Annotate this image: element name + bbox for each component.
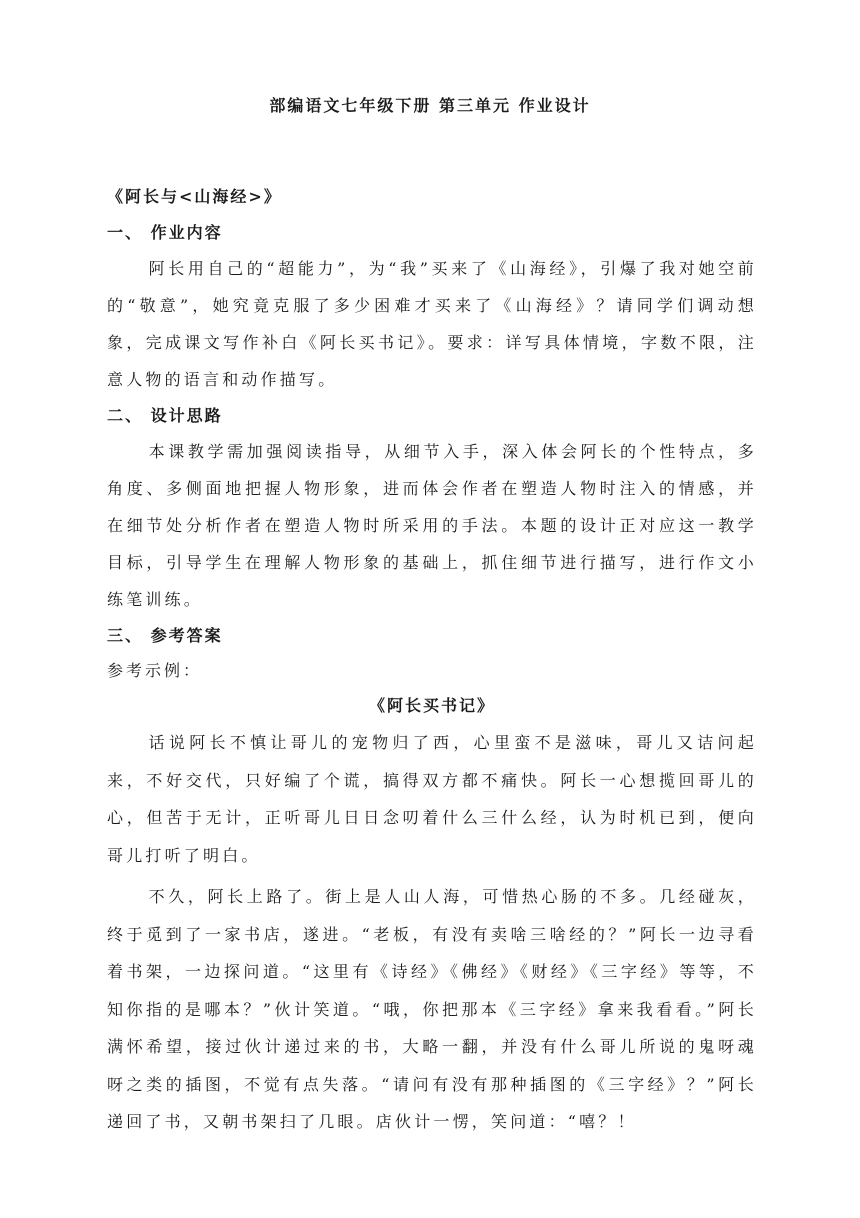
- essay-title: 《阿长买书记》: [368, 696, 495, 715]
- essay-paragraph: 话说阿长不慎让哥儿的宠物归了西，心里蛮不是滋味，哥儿又诘问起来，不好交代，只好编了个谎，搞得双方都不痛快。阿长一心想揽回哥儿的心，但苦于无计，正听哥儿日日念叨着什么三什么经，认为时机已到，便向哥儿打听了明白。: [107, 733, 757, 865]
- section-heading-design-idea: 二、 设计思路: [107, 406, 223, 425]
- section-heading-reference-answer: 三、 参考答案: [107, 626, 223, 645]
- design-idea-paragraph: 本课教学需加强阅读指导，从细节入手，深入体会阿长的个性特点，多角度、多侧面地把握人物形象，进而体会作者在塑造人物时注入的情感，并在细节处分析作者在塑造人物时所采用的手法。本题的设计正对应这一教学目标，引导学生在理解人物形象的基础上，抓住细节进行描写，进行作文小练笔训练。: [107, 442, 757, 609]
- document-title: 部编语文七年级下册 第三单元 作业设计: [269, 96, 591, 115]
- lesson-title: 《阿长与<山海经>》: [107, 187, 282, 206]
- document-body: [107, 178, 757, 1141]
- essay-paragraph: 不久，阿长上路了。街上是人山人海，可惜热心肠的不多。几经碰灰，终于觅到了一家书店，遂进。“老板，有没有卖啥三啥经的？”阿长一边寻看着书架，一边探问道。“这里有《诗经》《佛经》《财经》《三字经》等等，不知你指的是哪本？”伙计笑道。“哦，你把那本《三字经》拿来我看看。”阿长满怀希望，接过伙计递过来的书，大略一翻，并没有什么哥儿所说的鬼呀魂呀之类的插图，不觉有点失落。“请问有没有那种插图的《三字经》？”阿长递回了书，又朝书架扫了几眼。店伙计一愣，笑问道：“嘻？！: [107, 887, 757, 1131]
- homework-content-paragraph: 阿长用自己的“超能力”，为“我”买来了《山海经》，引爆了我对她空前的“敬意”，她究竟克服了多少困难才买来了《山海经》？请同学们调动想象，完成课文写作补白《阿长买书记》。要求：详写具体情境，字数不限，注意人物的语言和动作描写。: [107, 259, 757, 389]
- example-label: 参考示例：: [107, 661, 203, 680]
- section-heading-homework-content: 一、 作业内容: [107, 223, 223, 242]
